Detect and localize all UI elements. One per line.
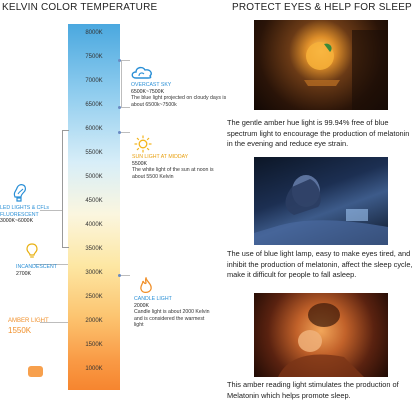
reading-light-photo [254,293,388,377]
amber-description: The gentle amber hue light is 99.94% free of blue spectrum light to encourage the production of melatonin in the evening and reduce eye strain. [227,118,410,149]
incandescent-annotation [16,264,68,277]
overcast-annotation [131,82,227,108]
overcast-range: 6500K~7500K [131,88,165,95]
cloud-icon [130,64,154,80]
overcast-name: OVERCAST SKY [131,82,172,88]
scale-tick: 3500K [85,246,103,252]
led-annotation [0,205,62,225]
led-range-bracket [62,130,69,248]
overcast-desc: The blue light projected on cloudy days is about 6500k~7500k [131,95,227,108]
amber-annotation [8,318,66,336]
connector-line [121,60,130,61]
scale-tick: 1000K [85,366,103,372]
kelvin-scale-bar [68,24,120,390]
amber-swatch [28,366,43,377]
scale-tick: 3000K [85,270,103,276]
sun-name: SUN LIGHT AT MIDDAY [132,154,189,160]
sun-range: 5500K [132,160,148,167]
bulb-icon [26,243,38,259]
sun-desc: The white light of the sun at noon is about 5500 Kelvin [132,167,214,180]
scale-tick: 2000K [85,318,103,324]
lamp-illustration [254,20,388,110]
incandescent-name: INCANDESCENT [16,264,57,270]
scale-tick: 1500K [85,342,103,348]
scale-tick: 8000K [85,30,103,36]
scale-tick: 5500K [85,150,103,156]
candle-annotation [134,296,212,329]
scale-tick: 5000K [85,174,103,180]
right-title: PROTECT EYES & HELP FOR SLEEP [232,2,412,13]
amber-range: 1550K [8,325,32,335]
sun-annotation [132,154,216,180]
scale-tick: 7000K [85,78,103,84]
flame-icon [138,277,154,295]
left-title: KELVIN COLOR TEMPERATURE [2,2,158,13]
range-line [121,60,122,107]
candle-name: CANDLE LIGHT [134,296,172,302]
scale-tick: 4000K [85,222,103,228]
blue-light-photo [254,157,388,245]
connector-line [121,132,130,133]
reading-light-description: This amber reading light stimulates the production of Melatonin which helps promote sleep. [227,380,399,400]
incandescent-range: 2700K [16,270,32,277]
connector-line [121,107,130,108]
scale-tick: 6500K [85,102,103,108]
sun-icon [134,135,152,153]
blue-light-description: The use of blue light lamp, easy to make eyes tired, and inhibit the production of melatonin, affect the sleep cycle, make it difficult for people to fall asleep. [227,249,413,280]
led-name: LED LIGHTS & CFLs FLUORESCENT [0,205,50,218]
woman-illustration [254,157,388,245]
connector-line [121,275,130,276]
candle-range: 2000K [134,302,150,309]
scale-tick: 7500K [85,54,103,60]
amber-lamp-photo [254,20,388,110]
scale-tick: 6000K [85,126,103,132]
cfl-bulb-icon [10,182,30,202]
reading-illustration [254,293,388,377]
candle-desc: Candle light is about 2000 Kelvin and is considered the warmest light [134,309,210,328]
scale-tick: 2500K [85,294,103,300]
scale-tick: 4500K [85,198,103,204]
amber-name: AMBER LIGHT [8,318,49,324]
led-range: 3000K~6000K [0,218,34,224]
